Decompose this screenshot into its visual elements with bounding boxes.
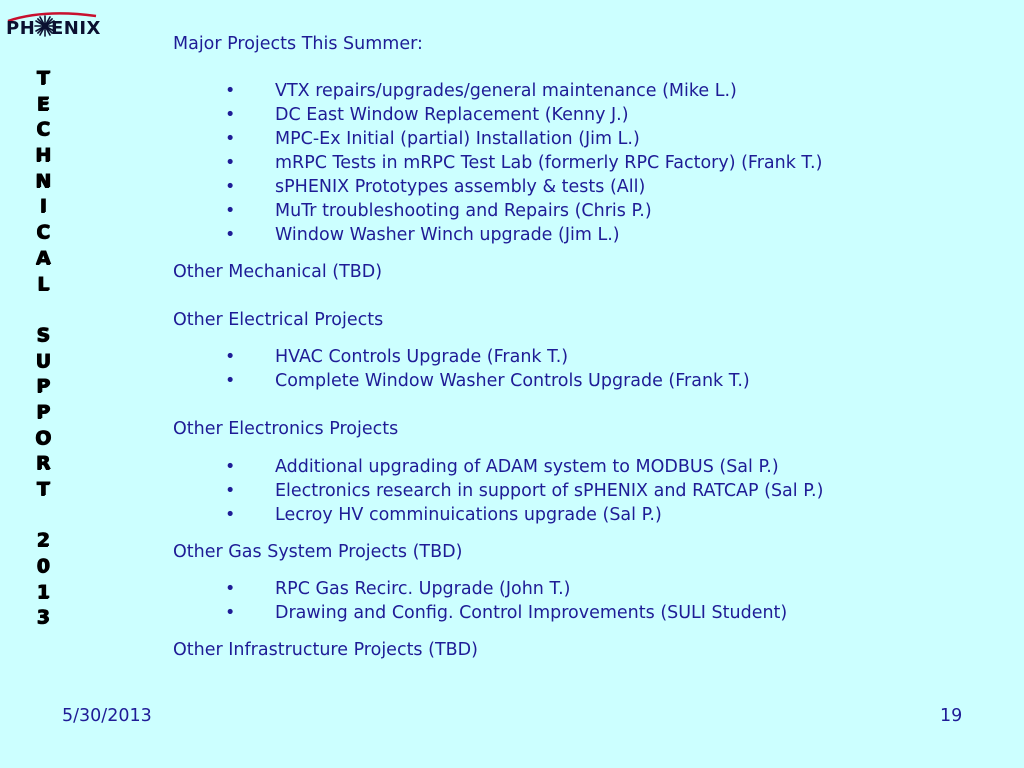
list-item: MPC-Ex Initial (partial) Installation (Jim L.): [275, 129, 640, 149]
vertical-title-letter: T: [36, 67, 50, 89]
vertical-title-letter: H: [35, 144, 51, 167]
vertical-title-letter: U: [35, 349, 51, 372]
list-item: MuTr troubleshooting and Repairs (Chris P.): [275, 201, 652, 221]
section-heading: Other Infrastructure Projects (TBD): [173, 640, 478, 660]
list-item: sPHENIX Prototypes assembly & tests (All): [275, 177, 646, 197]
bullet-icon: •: [225, 579, 236, 599]
list-item: Additional upgrading of ADAM system to MODBUS (Sal P.): [275, 457, 779, 477]
vertical-title-spacer: [26, 503, 60, 529]
vertical-title-letter: A: [35, 246, 51, 269]
bullet-icon: •: [225, 481, 236, 501]
bullet-icon: •: [225, 105, 236, 125]
section-heading: Other Electronics Projects: [173, 419, 399, 439]
list-item: RPC Gas Recirc. Upgrade (John T.): [275, 579, 571, 599]
vertical-title-letter: 3: [36, 606, 50, 629]
list-item: DC East Window Replacement (Kenny J.): [275, 105, 629, 125]
bullet-icon: •: [225, 603, 236, 623]
vertical-title-letter: L: [36, 272, 50, 295]
vertical-title: [26, 66, 60, 631]
bullet-icon: •: [225, 177, 236, 197]
list-item: mRPC Tests in mRPC Test Lab (formerly RPC Factory) (Frank T.): [275, 153, 823, 173]
logo-left-text: PH: [6, 18, 36, 39]
bullet-icon: •: [225, 505, 236, 525]
list-item: Window Washer Winch upgrade (Jim L.): [275, 225, 620, 245]
list-item: Electronics research in support of sPHENIX and RATCAP (Sal P.): [275, 481, 824, 501]
vertical-title-letter: C: [36, 221, 50, 244]
section-heading: Other Electrical Projects: [173, 310, 384, 330]
list-item: Complete Window Washer Controls Upgrade (Frank T.): [275, 371, 750, 391]
bullet-icon: •: [225, 129, 236, 149]
footer-date: 5/30/2013: [62, 706, 152, 726]
bullet-icon: •: [225, 81, 236, 101]
bullet-icon: •: [225, 347, 236, 367]
bullet-icon: •: [225, 201, 236, 221]
vertical-title-spacer: [26, 297, 60, 323]
vertical-title-letter: S: [36, 323, 50, 346]
vertical-title-letter: 1: [36, 580, 50, 603]
vertical-title-letter: T: [36, 478, 50, 500]
vertical-title-letter: O: [34, 426, 52, 449]
vertical-title-letter: I: [39, 195, 47, 218]
vertical-title-letter: 0: [36, 555, 50, 578]
section-heading: Major Projects This Summer:: [173, 34, 423, 54]
vertical-title-letter: E: [36, 92, 50, 115]
bullet-icon: •: [225, 457, 236, 477]
list-item: HVAC Controls Upgrade (Frank T.): [275, 347, 569, 367]
list-item: VTX repairs/upgrades/general maintenance (Mike L.): [275, 81, 737, 101]
list-item: Drawing and Config. Control Improvements (SULI Student): [275, 603, 788, 623]
vertical-title-letter: N: [35, 169, 51, 192]
section-heading: Other Mechanical (TBD): [173, 262, 383, 282]
list-item: Lecroy HV comminuications upgrade (Sal P.): [275, 505, 662, 525]
bullet-icon: •: [225, 371, 236, 391]
vertical-title-letter: P: [36, 375, 50, 398]
vertical-title-letter: 2: [36, 529, 50, 552]
vertical-title-letter: C: [36, 118, 50, 141]
section-heading: Other Gas System Projects (TBD): [173, 542, 463, 562]
bullet-icon: •: [225, 153, 236, 173]
bullet-icon: •: [225, 225, 236, 245]
logo-right-text: ENIX: [51, 18, 101, 39]
vertical-title-letter: R: [35, 452, 51, 475]
vertical-title-letter: P: [36, 400, 50, 423]
phenix-logo: [4, 12, 104, 48]
page-number: 19: [940, 706, 963, 726]
